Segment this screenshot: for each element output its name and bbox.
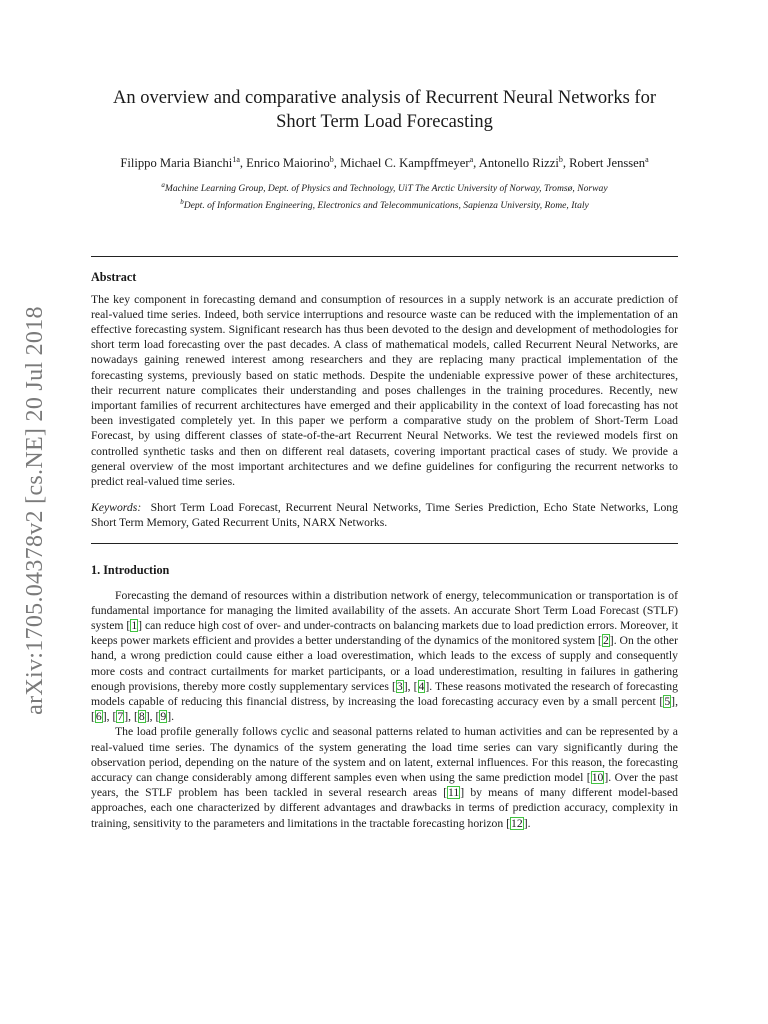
arxiv-identifier-text: arXiv:1705.04378v2 [cs.NE] 20 Jul 2018 (21, 305, 48, 715)
author-name: Antonello Rizzi (478, 156, 559, 171)
citation-link[interactable]: 5 (664, 695, 671, 709)
paper-title-line-1: An overview and comparative analysis of Recurrent Neural Networks for (113, 88, 656, 108)
paragraph-text: , (675, 695, 678, 709)
paragraph-text: , (106, 710, 113, 724)
keywords-text: Short Term Load Forecast, Recurrent Neural Networks, Time Series Prediction, Echo State Networks, Long Short Term Memory, Gated Recurrent Units, NARX Networks. (91, 501, 678, 530)
keywords-label: Keywords: (91, 501, 142, 515)
citation-link[interactable]: 9 (160, 710, 167, 724)
citation-link[interactable]: 1 (131, 619, 138, 633)
intro-paragraph-2: The load profile generally follows cyclic and seasonal patterns related to human activities and can be represented by a real-valued time series. The dynamics of the system generating the load time series can vary significantly during the observation period, depending on the nature of the system and on latent, external influences. For this reason, the forecasting accuracy can change considerably among different samples even when using the same prediction model [10]. Over the past years, the STLF problem has been tackled in several research areas [11] by means of many different model-based approaches, each one characterized by different advantages and drawbacks in terms of prediction accuracy, complexity in training, sensitivity to the parameters and limitations in the tractable forecasting horizon [12]. (91, 725, 679, 830)
abstract-heading: Abstract (91, 269, 137, 284)
citation-link[interactable]: 10 (591, 771, 604, 785)
author-name: Enrico Maiorino (246, 156, 330, 171)
citation-link[interactable]: 7 (117, 710, 124, 724)
abstract-text: The key component in forecasting demand and consumption of resources in a supply network is an accurate prediction of real-valued time series. Indeed, both service interruptions and resource waste can be reduced with the implementation of an effective forecasting system. Significant research has thus been devoted to the design and development of methodologies for short term load forecasting over the past decades. A class of mathematical models, called Recurrent Neural Networks, are nowadays gaining renewed interest among researchers and they are replacing many practical implementation of the forecasting systems, previously based on static methods. Despite the undeniable expressive power of these architectures, their recurrent nature complicates their understanding and poses challenges in the training procedures. Recently, new important families of recurrent architectures have emerged and their applicability in the context of load forecasting has not been investigated completely yet. In this paper we perform a comparative study on the problem of Short-Term Load Forecast, by using different classes of state-of-the-art Recurrent Neural Networks. We test the reviewed models first on controlled synthetic tasks and then on different real datasets, covering important practical cases of study. We provide a general overview of the most important architectures and we define guidelines for configuring the recurrent networks to predict real-valued time series. (91, 292, 678, 488)
paragraph-text: Forecasting the demand of resources within a distribution network of energy, telecommunication or transportation is of fundamental importance for managing the limited availability of the assets. An accurate Short Term Load Forecast (STLF) system (91, 588, 678, 633)
citation-link[interactable]: 6 (95, 710, 102, 724)
citation-link[interactable]: 8 (138, 710, 145, 724)
paragraph-text: . On the other hand, a wrong prediction could cause either a load overestimation, which leads to the excess of supply and consequently more costs and contract curtailments for market participants, or a load underestimation, resulting in failures in gathering enough provisions, thereby more costly supplementary services (91, 634, 679, 693)
paragraph-text: by means of many different model-based approaches, each one characterized by different advantages and drawbacks in terms of prediction accuracy, complexity in training, sensitivity to the parameters and limitations in the tractable forecasting horizon (91, 786, 678, 830)
affiliation-mark: a (161, 181, 165, 190)
author-affiliation-mark: a (645, 155, 649, 164)
paper-title (91, 86, 678, 134)
paragraph-text: . Over the past years, the STLF problem has been tackled in several research areas (91, 771, 679, 800)
citation-link[interactable]: 2 (602, 634, 609, 648)
affiliation-list (91, 179, 678, 212)
paragraph-text: The load profile generally follows cyclic and seasonal patterns related to human activities and can be represented by a real-valued time series. The dynamics of the system generating the load time series can vary significantly during the observation period, depending on the nature of the system and on latent, external influences. For this reason, the forecasting accuracy can change considerably among different samples even when using the same prediction model (91, 725, 678, 785)
paragraph-text: , (128, 710, 134, 724)
author-affiliation-mark: b (558, 155, 563, 164)
citation-link[interactable]: 4 (418, 679, 425, 693)
intro-paragraph-1: Forecasting the demand of resources within a distribution network of energy, telecommunication or transportation is of fundamental importance for managing the limited availability of the assets. An accurate Short Term Load Forecast (STLF) system [1] can reduce high cost of over- and under-contracts on balancing markets due to load prediction errors. Moreover, it keeps power markets efficient and provides a better understanding of the dynamics of the monitored system [2]. On the other hand, a wrong prediction could cause either a load overestimation, which leads to the excess of supply and consequently more costs and contract curtailments for market participants, or a load underestimation, resulting in failures in gathering enough provisions, thereby more costly supplementary services [3], [4]. These reasons motivated the research of forecasting models capable of reducing this financial distress, by increasing the load forecasting accuracy even by a small percent [5], [6], [7], [8], [9]. (91, 588, 679, 724)
citation-link[interactable]: 3 (396, 679, 403, 693)
author-affiliation-mark: b (329, 155, 334, 164)
paper-page (91, 86, 678, 831)
paragraph-text: , (407, 679, 414, 693)
author-list: Filippo Maria Bianchi$^{1a}$, Enrico Maiorino$^b$, Michael C. Kampffmeyer$^a$, Antonello Rizzi$^b$, Robert Jenssen$^a$ (120, 155, 649, 171)
keywords-block (91, 500, 678, 530)
author-affiliation-mark: a (469, 155, 474, 164)
affiliation-line (91, 196, 678, 213)
paragraph-text: . (527, 816, 531, 830)
paragraph-text: . (171, 710, 175, 724)
author-affiliation-mark: 1a (232, 155, 240, 164)
author-name: Michael C. Kampffmeyer (340, 156, 470, 171)
paragraph-text: can reduce high cost of over- and under-contracts on balancing markets due to load prediction errors. Moreover, it keeps power markets efficient and provides a better understanding of the dynamics of the monitored system (91, 619, 679, 648)
author-name: Robert Jenssen (569, 156, 646, 171)
arxiv-identifier-stamp (18, 285, 52, 735)
affiliation-text: Machine Learning Group, Dept. of Physics and Technology, UiT The Arctic University of Norway, Tromsø, Norway (164, 183, 608, 195)
abstract-bottom-rule (91, 543, 678, 544)
abstract-top-rule (91, 256, 678, 257)
paragraph-text: . These reasons motivated the research of forecasting models capable of reducing this financial distress, by increasing the load forecasting accuracy even by a small percent (91, 679, 678, 709)
section-heading-introduction: 1. Introduction (91, 562, 170, 577)
affiliation-mark: b (180, 197, 184, 206)
paragraph-text: , (149, 710, 156, 724)
affiliation-line (91, 179, 678, 196)
author-name: Filippo Maria Bianchi (120, 156, 233, 171)
citation-link[interactable]: 11 (448, 786, 460, 800)
citation-link[interactable]: 12 (511, 816, 523, 830)
affiliation-text: Dept. of Information Engineering, Electronics and Telecommunications, Sapienza University, Rome, Italy (183, 200, 589, 212)
paper-title-line-2: Short Term Load Forecasting (276, 112, 493, 132)
